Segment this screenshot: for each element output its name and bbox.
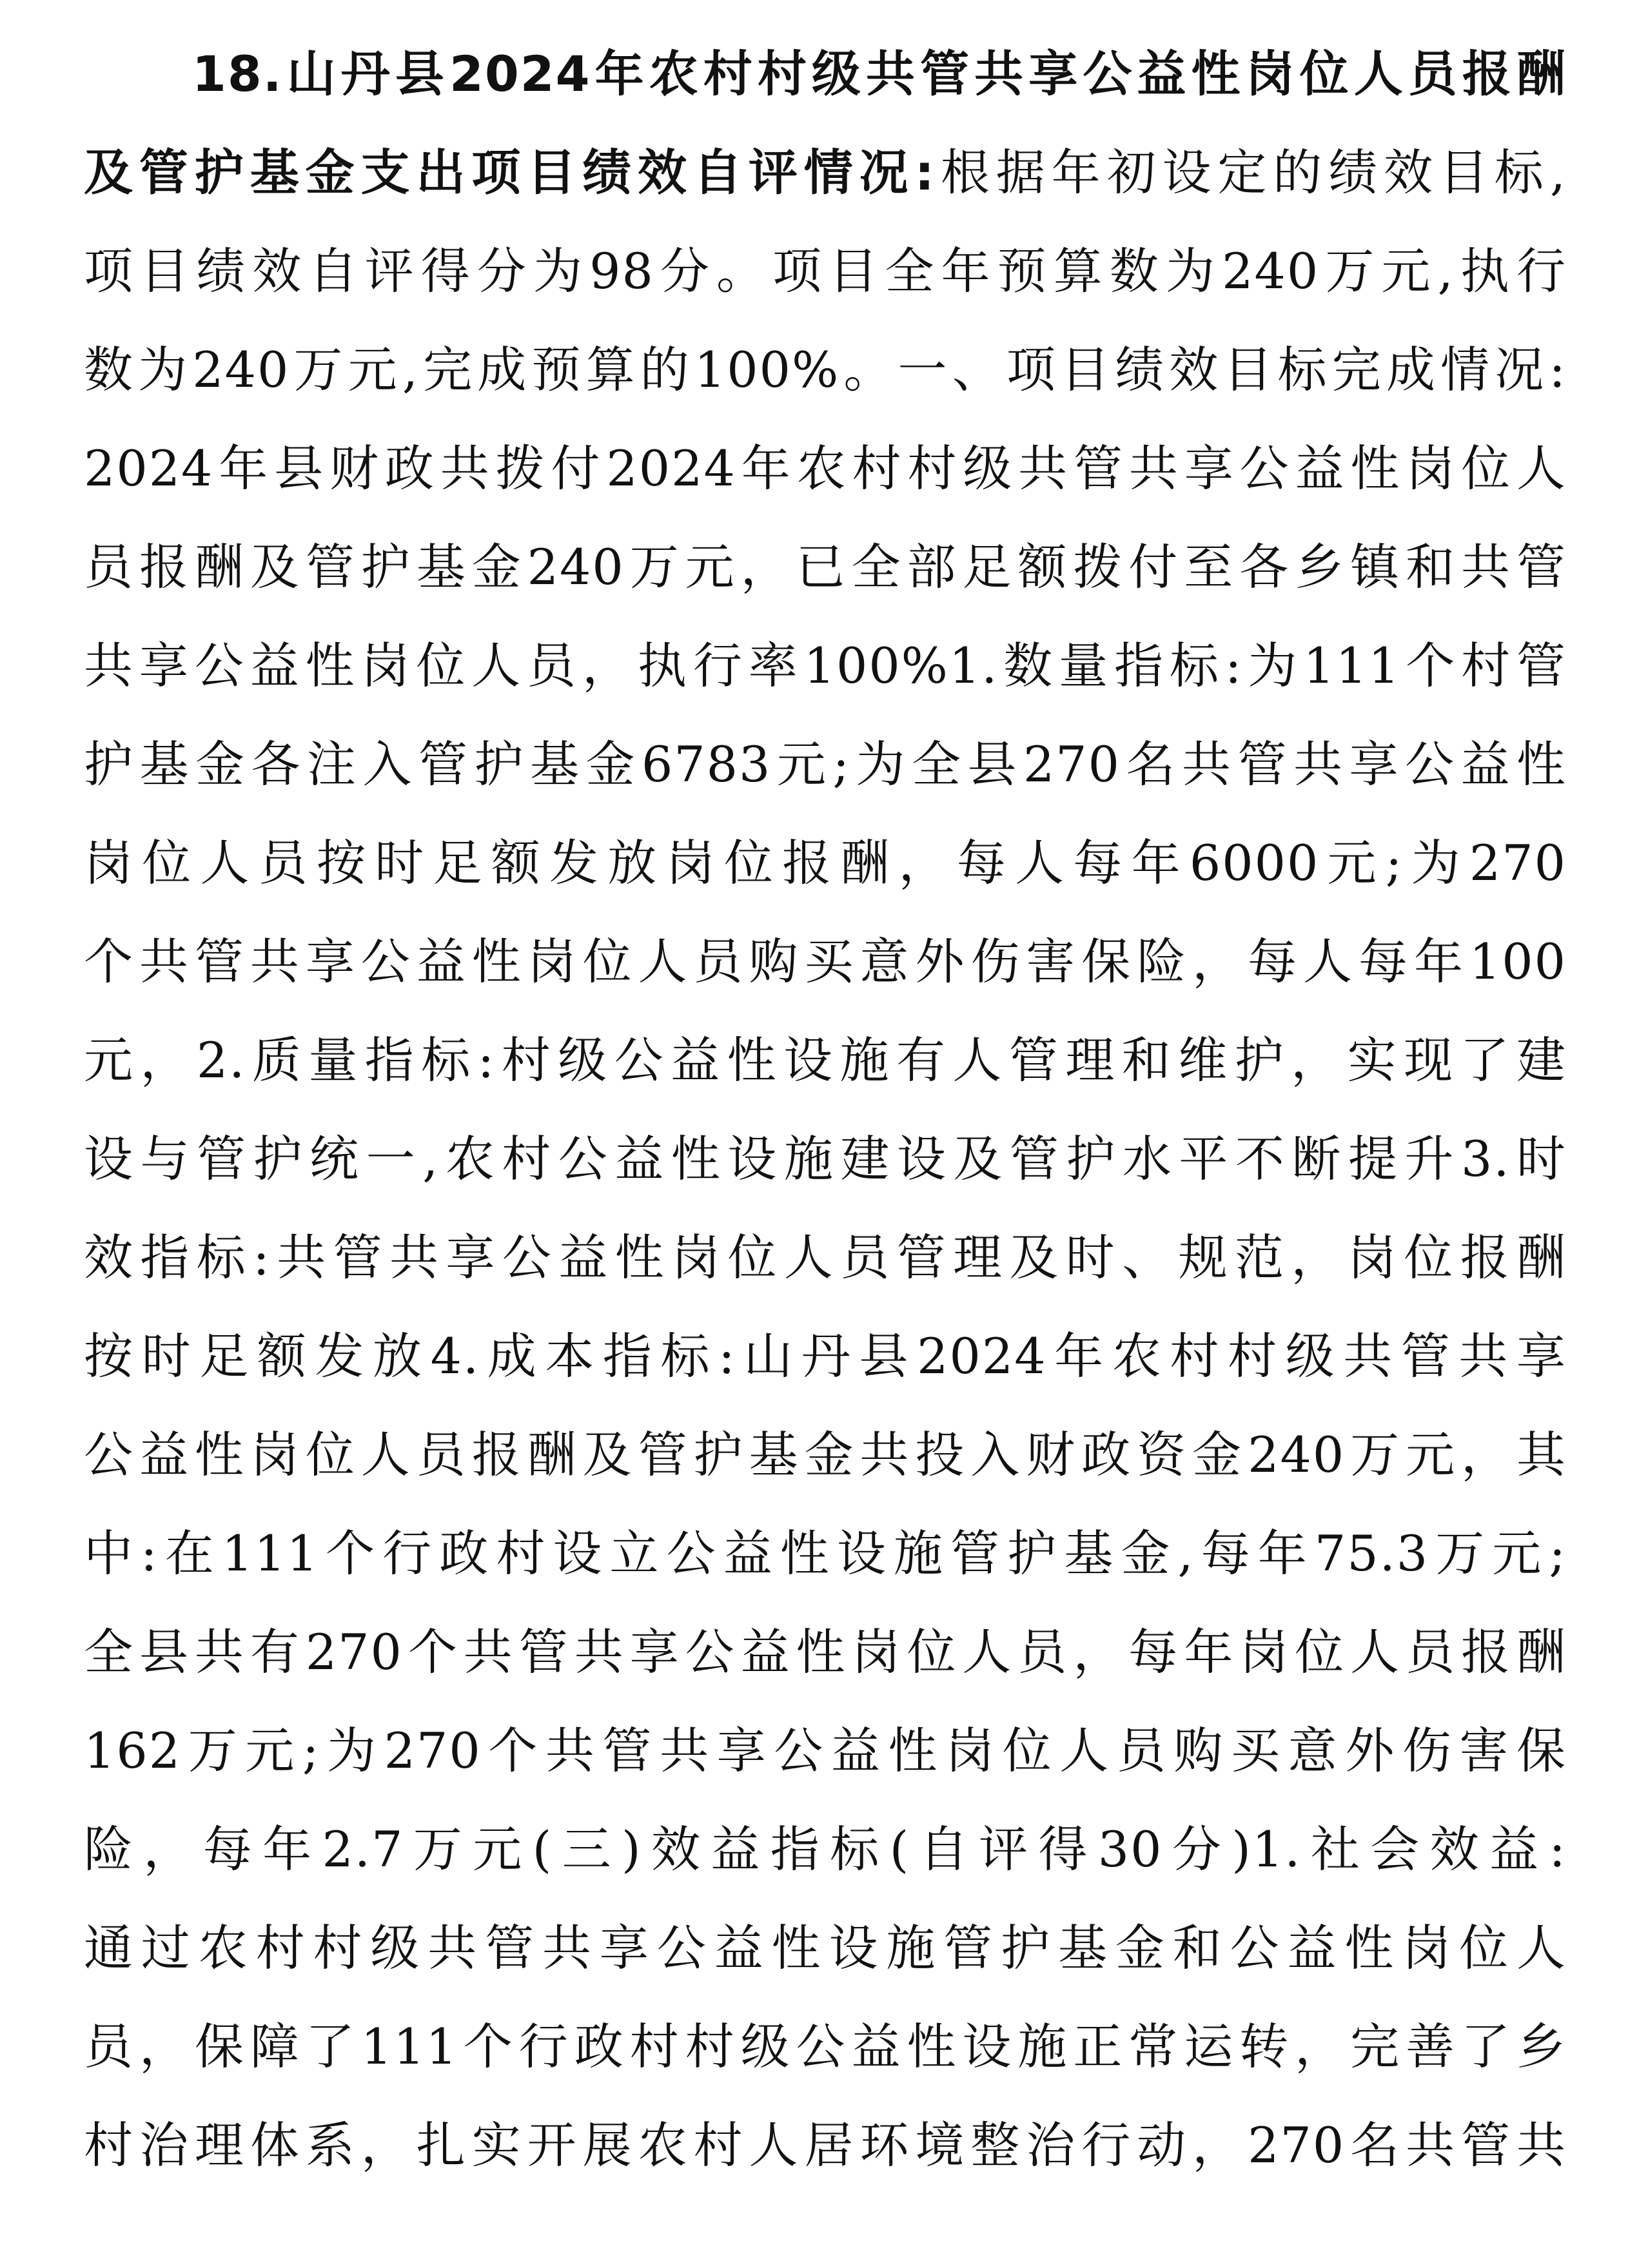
body-text: 岗位人员按时足额发放岗位报酬，每人每年6000元;为270 xyxy=(84,834,1567,892)
body-text: 中:在111个行政村设立公益性设施管护基金,每年75.3万元; xyxy=(84,1525,1567,1582)
text-line xyxy=(84,715,1567,814)
body-text: 险，每年2.7万元(三)效益指标(自评得30分)1.社会效益: xyxy=(84,1821,1567,1878)
text-line xyxy=(84,912,1567,1012)
text-line xyxy=(84,1701,1567,1801)
text-line xyxy=(84,1307,1567,1406)
text-line xyxy=(84,616,1567,716)
text-line xyxy=(84,320,1567,420)
body-text: 按时足额发放4.成本指标:山丹县2024年农村村级共管共享 xyxy=(84,1327,1567,1385)
body-text: 员报酬及管护基金240万元，已全部足额拨付至各乡镇和共管 xyxy=(84,538,1567,596)
text-line xyxy=(84,1011,1567,1110)
text-line xyxy=(84,1997,1567,2097)
body-text: 村治理体系，扎实开展农村人居环境整治行动，270名共管共 xyxy=(84,2116,1567,2174)
body-text: 数为240万元,完成预算的100%。一、项目绩效目标完成情况: xyxy=(84,341,1567,398)
text-line xyxy=(84,419,1567,518)
body-text: 通过农村村级共管共享公益性设施管护基金和公益性岗位人 xyxy=(84,1919,1567,1977)
body-text: 共享公益性岗位人员，执行率100%1.数量指标:为111个村管 xyxy=(84,637,1567,694)
body-text: 元，2.质量指标:村级公益性设施有人管理和维护，实现了建 xyxy=(84,1031,1567,1089)
body-text: 护基金各注入管护基金6783元;为全县270名共管共享公益性 xyxy=(84,736,1567,793)
body-text: 2024年县财政共拨付2024年农村村级共管共享公益性岗位人 xyxy=(84,440,1567,497)
text-line xyxy=(84,222,1567,321)
text-line xyxy=(84,1504,1567,1603)
body-text: 公益性岗位人员报酬及管护基金共投入财政资金240万元，其 xyxy=(84,1426,1567,1483)
heading-text: 18.山丹县2024年农村村级共管共享公益性岗位人员报酬 xyxy=(192,45,1567,103)
body-text: 员，保障了111个行政村村级公益性设施正常运转，完善了乡 xyxy=(84,2018,1567,2075)
text-line xyxy=(84,1208,1567,1307)
body-text: 根据年初设定的绩效目标, xyxy=(935,144,1567,201)
text-line xyxy=(84,1800,1567,1899)
text-line xyxy=(84,1603,1567,1702)
body-text: 全县共有270个共管共享公益性岗位人员，每年岗位人员报酬 xyxy=(84,1623,1567,1681)
heading-text: 及管护基金支出项目绩效自评情况: xyxy=(84,144,936,201)
text-line xyxy=(84,1899,1567,1998)
body-text: 162万元;为270个共管共享公益性岗位人员购买意外伤害保 xyxy=(84,1722,1567,1779)
text-line xyxy=(84,123,1567,222)
text-line xyxy=(84,1110,1567,1209)
text-line xyxy=(192,24,1567,124)
text-line xyxy=(84,814,1567,913)
text-line xyxy=(84,518,1567,617)
body-text: 个共管共享公益性岗位人员购买意外伤害保险，每人每年100 xyxy=(84,933,1567,990)
body-text: 设与管护统一,农村公益性设施建设及管护水平不断提升3.时 xyxy=(84,1130,1567,1188)
body-text: 项目绩效自评得分为98分。项目全年预算数为240万元,执行 xyxy=(84,242,1567,300)
text-line xyxy=(84,1405,1567,1505)
text-line xyxy=(84,2096,1567,2195)
body-text: 效指标:共管共享公益性岗位人员管理及时、规范，岗位报酬 xyxy=(84,1229,1567,1286)
